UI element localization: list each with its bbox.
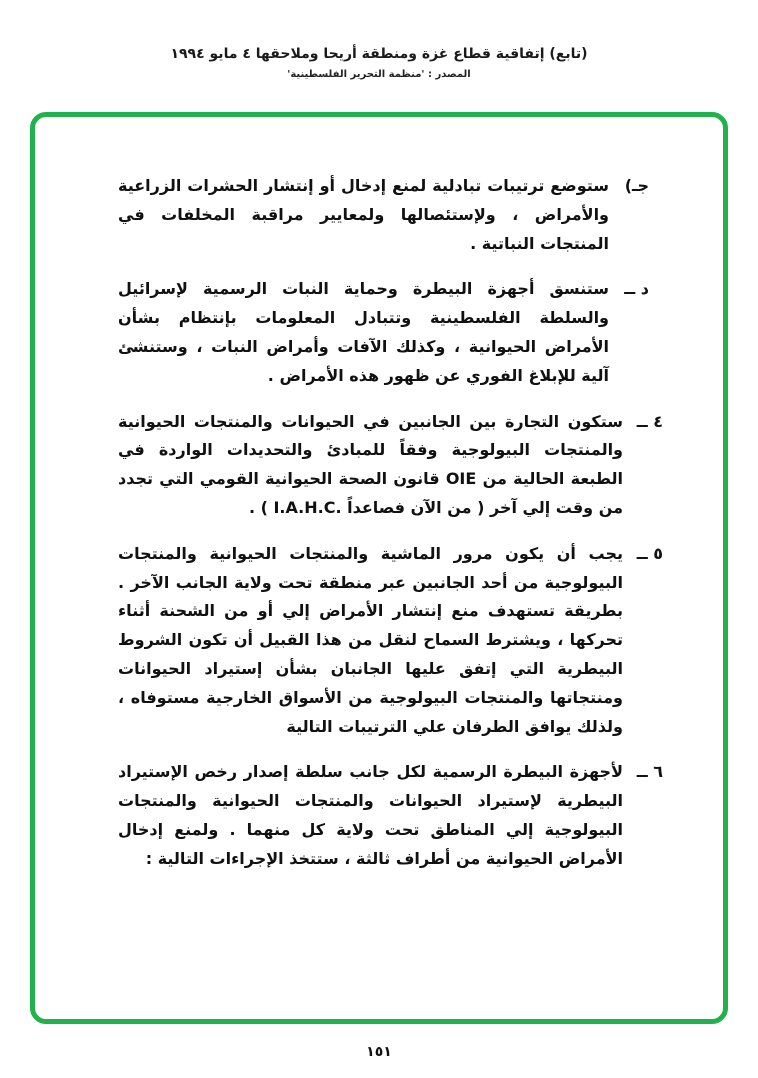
paragraph-c: [118, 172, 663, 258]
paragraph-text: ستوضع ترتيبات تبادلية لمنع إدخال أو إنتشار الحشرات الزراعية والأمراض ، ولإستئصالها ولمعايير مراقبة المخلفات في المنتجات النباتية .: [118, 176, 609, 253]
paragraph-4: [118, 408, 663, 523]
paragraph-text: ستنسق أجهزة البيطرة وحماية النبات الرسمية لإسرائيل والسلطة الفلسطينية وتتبادل المعلومات بإنتظام بشأن الأمراض الحيوانية ، وكذلك الآفات وأمراض النبات ، وستنشئ آلية للإبلاغ الفوري عن ظهور هذه الأمراض .: [118, 279, 609, 385]
paragraph-text: لأجهزة البيطرة الرسمية لكل جانب سلطة إصدار رخص الإستيراد البيطرية لإستيراد الحيوانات والمنتجات الحيوانية والمنتجات البيولوجية إلي المناطق تحت ولاية كل منهما . ولمنع إدخال الأمراض الحيوانية من أطراف ثالثة ، ستتخذ الإجراءات التالية :: [118, 762, 623, 868]
paragraph-text: ستكون التجارة بين الجانبين في الحيوانات والمنتجات الحيوانية والمنتجات البيولوجية وفقاً للمبادئ والتحديدات الواردة في الطبعة الحالية من OIE قانون الصحة الحيوانية القومي التي تجدد من وقت إلي آخر ( من الآن فصاعداً ‏.I.A.H.C‏ ) .: [118, 411, 623, 517]
page-footer: [0, 1044, 758, 1060]
document-title: (تابع) إتفاقية قطاع غزة ومنطقة أريحا وملاحقها ٤ مايو ١٩٩٤: [170, 46, 588, 62]
paragraph-5: [118, 540, 663, 742]
paragraph-marker: ٤ ــ: [636, 411, 663, 431]
document-body: [118, 172, 663, 891]
paragraph-marker: د ــ: [624, 279, 649, 299]
paragraph-text: يجب أن يكون مرور الماشية والمنتجات الحيوانية والمنتجات البيولوجية من أحد الجانبين عبر منطقة تحت ولاية الجانب الآخر . بطريقة تستهدف منع إنتشار الأمراض إلي أو من الشحنة أثناء تحركها ، ويشترط السماح لنقل من هذا القبيل أن تكون الشروط البيطرية التي إتفق عليها الجانبان بشأن إستيراد الحيوانات ومنتجاتها والمنتجات البيولوجية من الأسواق الخارجية مستوفاه ، ولذلك يوافق الطرفان علي الترتيبات التالية: [118, 543, 623, 736]
paragraph-d: [118, 275, 663, 390]
paragraph-marker: ٥ ــ: [636, 543, 663, 563]
paragraph-marker: جـ): [624, 176, 649, 195]
document-source: المصدر : 'منظمة التحرير الفلسطينية': [287, 69, 471, 80]
paragraph-6: [118, 758, 663, 873]
paragraph-marker: ٦ ــ: [636, 762, 663, 782]
page-header: [0, 46, 758, 80]
page-number: ١٥١: [366, 1044, 392, 1060]
